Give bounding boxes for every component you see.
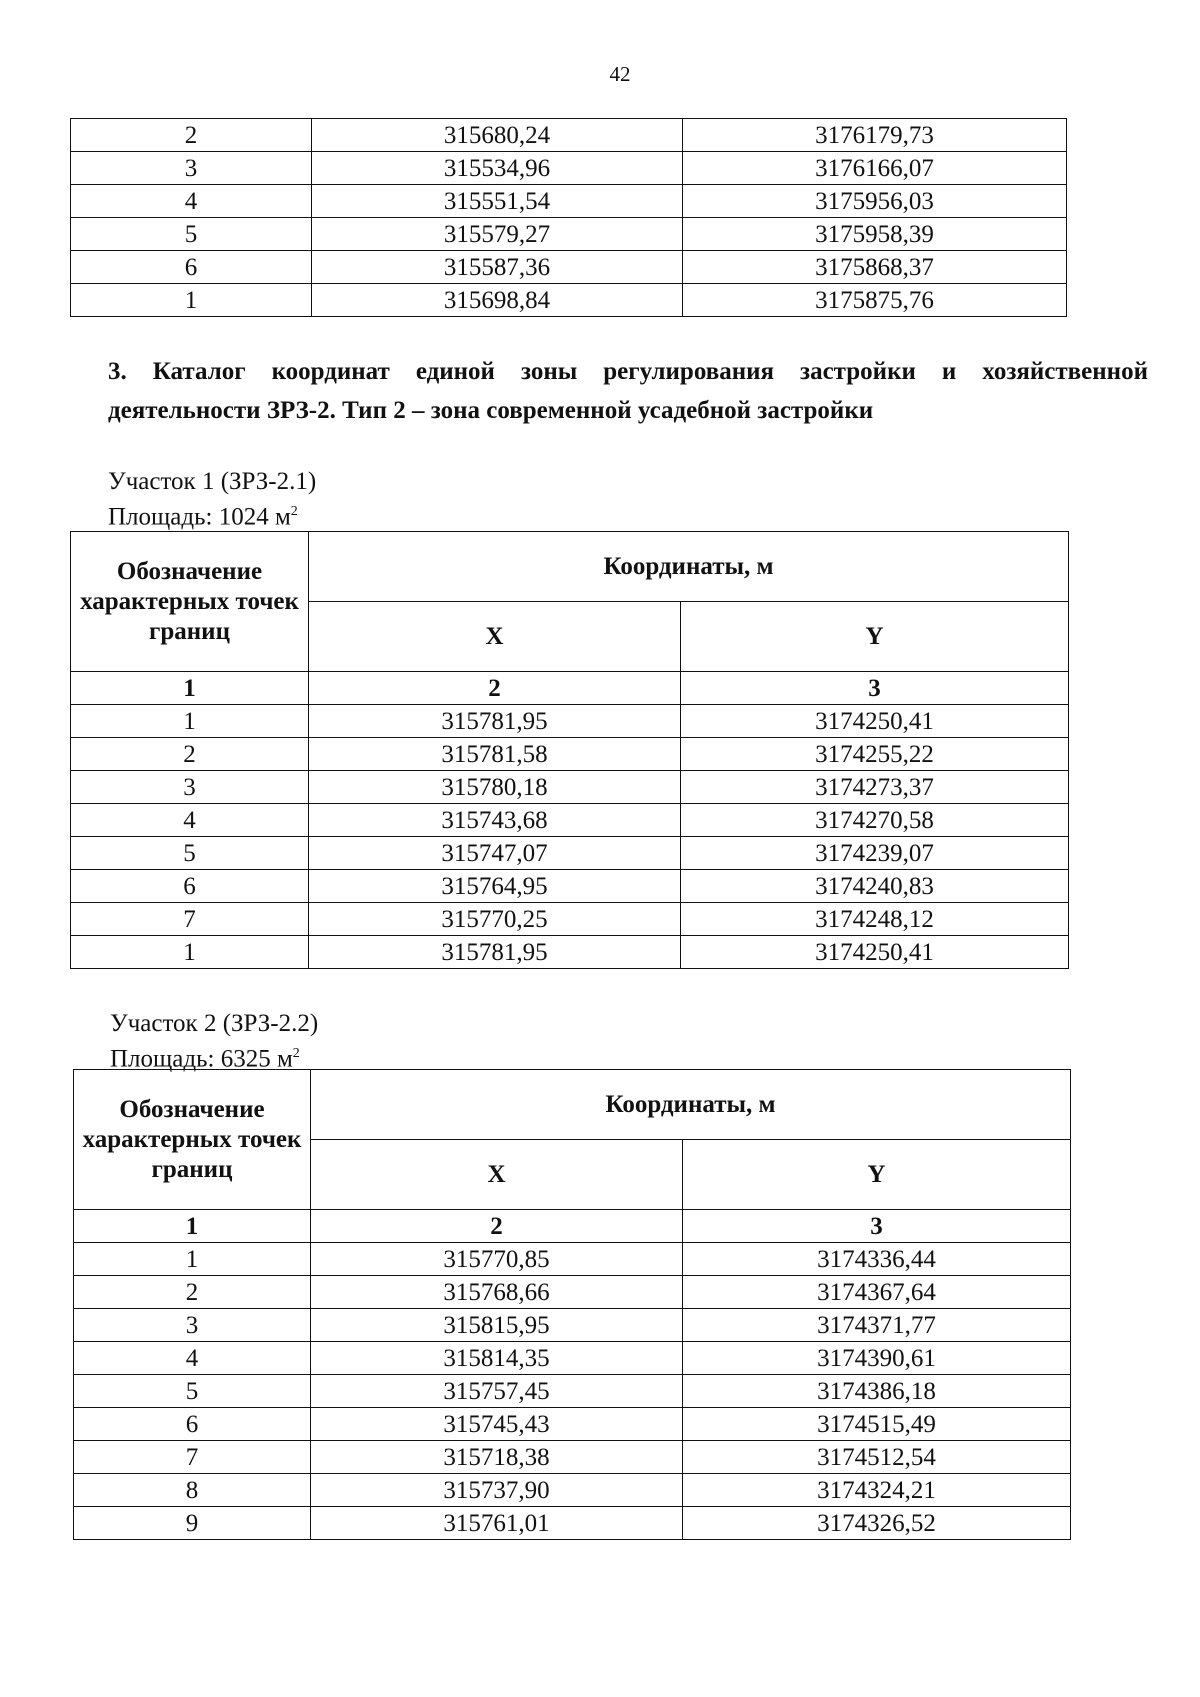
- point-number: 8: [74, 1474, 311, 1507]
- plot-2-area: Площадь: 6325 $м^2$: [110, 1045, 300, 1073]
- x-coordinate: 315761,01: [311, 1507, 683, 1540]
- x-coordinate: 315718,38: [311, 1441, 683, 1474]
- point-number: 1: [71, 284, 312, 317]
- y-coordinate: 3174273,37: [681, 771, 1069, 804]
- plot-1-area: Площадь: 1024 $м^2$: [108, 503, 298, 531]
- y-coordinate: 3174371,77: [683, 1309, 1071, 1342]
- x-coordinate: 315781,95: [309, 936, 681, 969]
- point-number: 4: [71, 185, 312, 218]
- table-row: [74, 1441, 1071, 1474]
- table-row: [74, 1474, 1071, 1507]
- y-coordinate: 3174390,61: [683, 1342, 1071, 1375]
- x-coordinate: 315814,35: [311, 1342, 683, 1375]
- point-number: 7: [74, 1441, 311, 1474]
- y-coordinate: 3174248,12: [681, 903, 1069, 936]
- section-heading-line-1: 3. Каталог координат единой зоны регулирования застройки и хозяйственной: [108, 358, 1148, 385]
- x-coordinate: 315534,96: [312, 152, 683, 185]
- plot-2-title: Участок 2 (ЗРЗ-2.2): [110, 1010, 319, 1037]
- column-number: 1: [71, 672, 309, 705]
- table-row: [71, 738, 1069, 771]
- x-coordinate: 315770,25: [309, 903, 681, 936]
- plot-2-caption: [110, 1009, 318, 1074]
- y-coordinate: 3175875,76: [683, 284, 1067, 317]
- table-row: [71, 804, 1069, 837]
- x-coordinate: 315579,27: [312, 218, 683, 251]
- table-row: [74, 1408, 1071, 1441]
- table-row: [71, 119, 1067, 152]
- table-row: [71, 870, 1069, 903]
- point-number: 5: [74, 1375, 311, 1408]
- point-number: 2: [74, 1276, 311, 1309]
- y-coordinate: 3176179,73: [683, 119, 1067, 152]
- point-number: 1: [71, 705, 309, 738]
- y-coordinate: 3174336,44: [683, 1243, 1071, 1276]
- y-coordinate: 3174250,41: [681, 705, 1069, 738]
- y-header: Y: [681, 602, 1069, 672]
- x-coordinate: 315781,95: [309, 705, 681, 738]
- x-coordinate: 315768,66: [311, 1276, 683, 1309]
- column-number: 2: [311, 1210, 683, 1243]
- point-number: 3: [71, 771, 309, 804]
- column-number: 3: [683, 1210, 1071, 1243]
- table-row: [74, 1507, 1071, 1540]
- x-coordinate: 315764,95: [309, 870, 681, 903]
- y-coordinate: 3175956,03: [683, 185, 1067, 218]
- point-number: 1: [71, 936, 309, 969]
- coordinates-header: Координаты, м: [311, 1070, 1071, 1140]
- x-coordinate: 315781,58: [309, 738, 681, 771]
- column-number: 1: [74, 1210, 311, 1243]
- table-row: [71, 837, 1069, 870]
- x-coordinate: 315815,95: [311, 1309, 683, 1342]
- x-coordinate: 315743,68: [309, 804, 681, 837]
- y-coordinate: 3174270,58: [681, 804, 1069, 837]
- point-number: 4: [74, 1342, 311, 1375]
- y-coordinate: 3174386,18: [683, 1375, 1071, 1408]
- table-row: [74, 1309, 1071, 1342]
- y-coordinate: 3176166,07: [683, 152, 1067, 185]
- page-number: 42: [609, 62, 631, 86]
- coordinates-header: Координаты, м: [309, 532, 1069, 602]
- designation-header: Обозначение характерных точек границ: [71, 532, 309, 672]
- x-coordinate: 315698,84: [312, 284, 683, 317]
- table-row: [74, 1243, 1071, 1276]
- point-number: 6: [71, 870, 309, 903]
- x-header: X: [309, 602, 681, 672]
- y-coordinate: 3174239,07: [681, 837, 1069, 870]
- x-coordinate: 315737,90: [311, 1474, 683, 1507]
- point-number: 3: [74, 1309, 311, 1342]
- plot-2-coordinates-table: [73, 1069, 1071, 1540]
- plot-1-coordinates-table: [70, 531, 1069, 969]
- plot-1-caption: [108, 467, 316, 532]
- y-coordinate: 3174367,64: [683, 1276, 1071, 1309]
- point-number: 2: [71, 738, 309, 771]
- point-number: 5: [71, 218, 312, 251]
- x-coordinate: 315747,07: [309, 837, 681, 870]
- table-row: [71, 185, 1067, 218]
- table-row: [71, 771, 1069, 804]
- x-coordinate: 315770,85: [311, 1243, 683, 1276]
- x-coordinate: 315680,24: [312, 119, 683, 152]
- x-header: X: [311, 1140, 683, 1210]
- x-coordinate: 315587,36: [312, 251, 683, 284]
- y-coordinate: 3175958,39: [683, 218, 1067, 251]
- point-number: 2: [71, 119, 312, 152]
- designation-header: Обозначение характерных точек границ: [74, 1070, 311, 1210]
- point-number: 1: [74, 1243, 311, 1276]
- y-coordinate: 3174250,41: [681, 936, 1069, 969]
- table-row: [71, 705, 1069, 738]
- y-coordinate: 3174324,21: [683, 1474, 1071, 1507]
- coordinates-table-continued: [70, 118, 1067, 317]
- y-coordinate: 3174240,83: [681, 870, 1069, 903]
- table-row: [71, 936, 1069, 969]
- x-coordinate: 315745,43: [311, 1408, 683, 1441]
- section-heading: [108, 352, 1148, 430]
- table-row: [74, 1276, 1071, 1309]
- table-row: [71, 284, 1067, 317]
- point-number: 6: [71, 251, 312, 284]
- x-coordinate: 315551,54: [312, 185, 683, 218]
- section-heading-line-2: деятельности ЗРЗ-2. Тип 2 – зона современной усадебной застройки: [108, 397, 874, 424]
- table-row: [71, 218, 1067, 251]
- point-number: 5: [71, 837, 309, 870]
- column-number: 3: [681, 672, 1069, 705]
- table-row: [74, 1342, 1071, 1375]
- point-number: 6: [74, 1408, 311, 1441]
- table-row: [71, 152, 1067, 185]
- point-number: 4: [71, 804, 309, 837]
- y-header: Y: [683, 1140, 1071, 1210]
- x-coordinate: 315757,45: [311, 1375, 683, 1408]
- y-coordinate: 3174512,54: [683, 1441, 1071, 1474]
- y-coordinate: 3175868,37: [683, 251, 1067, 284]
- plot-1-title: Участок 1 (ЗРЗ-2.1): [108, 468, 317, 495]
- table-row: [71, 903, 1069, 936]
- x-coordinate: 315780,18: [309, 771, 681, 804]
- point-number: 3: [71, 152, 312, 185]
- column-number: 2: [309, 672, 681, 705]
- y-coordinate: 3174255,22: [681, 738, 1069, 771]
- y-coordinate: 3174515,49: [683, 1408, 1071, 1441]
- point-number: 9: [74, 1507, 311, 1540]
- point-number: 7: [71, 903, 309, 936]
- y-coordinate: 3174326,52: [683, 1507, 1071, 1540]
- table-row: [71, 251, 1067, 284]
- table-row: [74, 1375, 1071, 1408]
